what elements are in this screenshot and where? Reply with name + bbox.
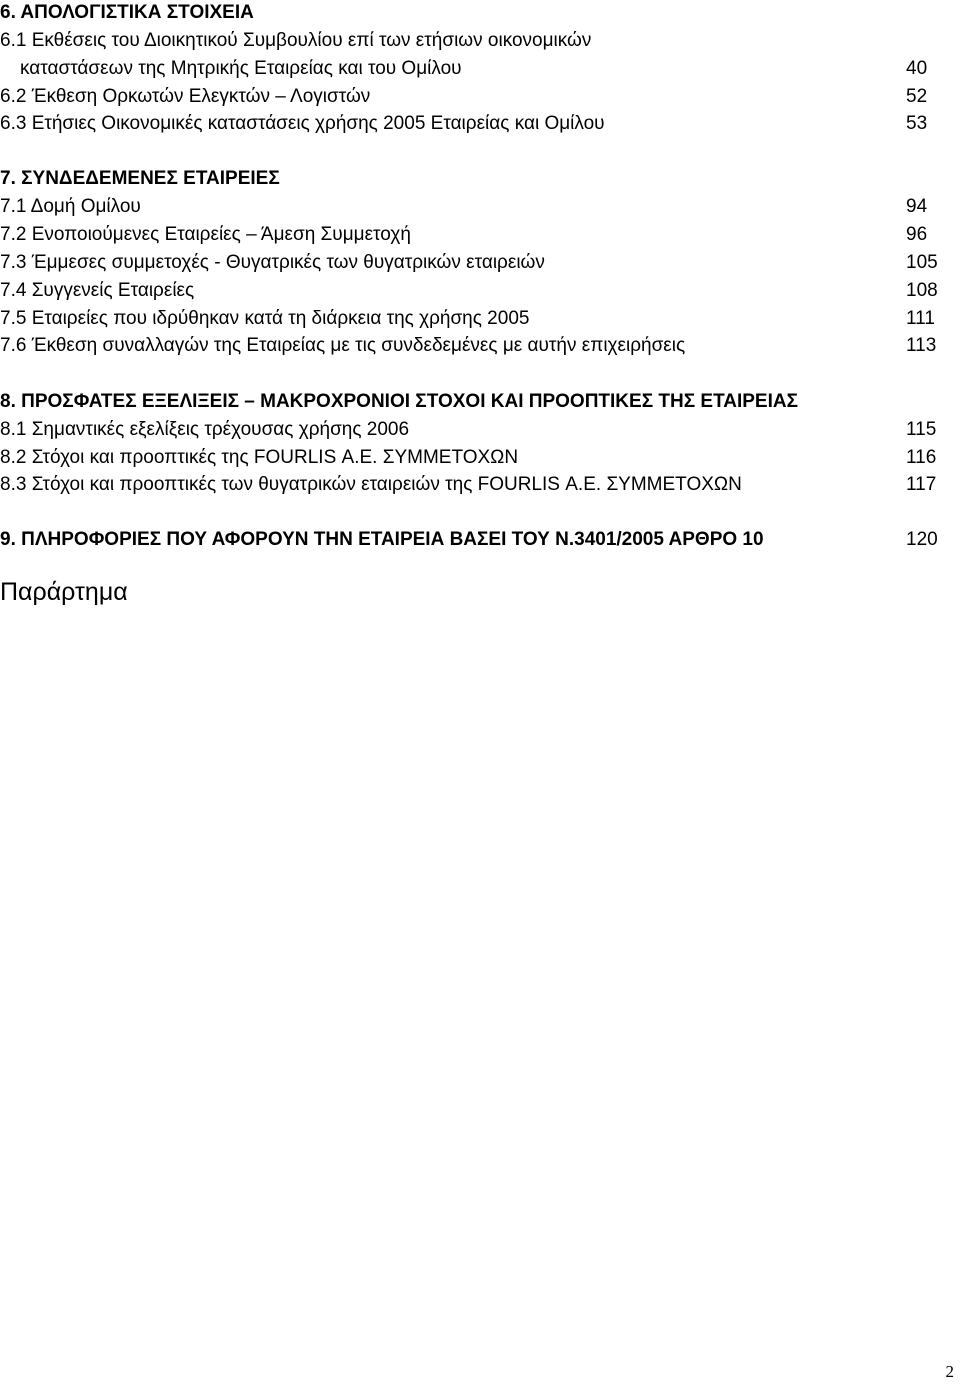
toc-page-6-1: 40 [906, 58, 928, 79]
toc-page-7-3: 105 [906, 252, 938, 273]
toc-entry-6-2: 6.2 Έκθεση Ορκωτών Ελεγκτών – Λογιστών [0, 86, 371, 107]
toc-entry-7-1: 7.1 Δομή Ομίλου [0, 196, 141, 217]
section-7-heading: 7. ΣΥΝΔΕΔΕΜΕΝΕΣ ΕΤΑΙΡΕΙΕΣ [0, 168, 280, 189]
toc-page-6-3: 53 [906, 113, 928, 134]
page-number: 2 [945, 1362, 954, 1381]
toc-entry-7-3: 7.3 Έμμεσες συμμετοχές - Θυγατρικές των θυγατρικών εταιρειών [0, 252, 545, 273]
toc-entry-7-6: 7.6 Έκθεση συναλλαγών της Εταιρείας με τις συνδεδεμένες με αυτήν επιχειρήσεις [0, 335, 686, 356]
toc-entry-6-3: 6.3 Ετήσιες Οικονομικές καταστάσεις χρήσης 2005 Εταιρείας και Ομίλου [0, 113, 605, 134]
toc-entry-7-4: 7.4 Συγγενείς Εταιρείες [0, 280, 195, 301]
toc-page-7-5: 111 [906, 308, 935, 329]
toc-entry-8-1: 8.1 Σημαντικές εξελίξεις τρέχουσας χρήσης 2006 [0, 419, 410, 440]
toc-page-7-2: 96 [906, 224, 928, 245]
section-8-heading: 8. ΠΡΟΣΦΑΤΕΣ ΕΞΕΛΙΞΕΙΣ – ΜΑΚΡΟΧΡΟΝΙΟΙ ΣΤΟΧΟΙ ΚΑΙ ΠΡΟΟΠΤΙΚΕΣ ΤΗΣ ΕΤΑΙΡΕΙΑΣ [0, 391, 799, 412]
toc-entry-6-1: 6.1 Εκθέσεις του Διοικητικού Συμβουλίου επί των ετήσιων οικονομικών [0, 30, 592, 51]
toc-entry-7-5: 7.5 Εταιρείες που ιδρύθηκαν κατά τη διάρκεια της χρήσης 2005 [0, 308, 530, 329]
toc-page-8-3: 117 [906, 474, 937, 495]
toc-page-7-6: 113 [906, 335, 937, 356]
toc-entry-8-2: 8.2 Στόχοι και προοπτικές της FOURLIS Α.Ε. ΣΥΜΜΕΤΟΧΩΝ [0, 447, 519, 468]
toc-page-7-4: 108 [906, 280, 938, 301]
toc-page-7-1: 94 [906, 196, 928, 217]
toc-entry-6-1-continued: καταστάσεων της Μητρικής Εταιρείας και του Ομίλου [20, 58, 462, 79]
toc-page-8-1: 115 [906, 419, 937, 440]
toc-page-9: 120 [906, 529, 938, 550]
toc-page-6-2: 52 [906, 86, 928, 107]
section-6-heading: 6. ΑΠΟΛΟΓΙΣΤΙΚΑ ΣΤΟΙΧΕΙΑ [0, 2, 254, 23]
section-9-heading: 9. ΠΛΗΡΟΦΟΡΙΕΣ ΠΟΥ ΑΦΟΡΟΥΝ ΤΗΝ ΕΤΑΙΡΕΙΑ ΒΑΣΕΙ ΤΟΥ Ν.3401/2005 ΑΡΘΡΟ 10 [0, 529, 764, 550]
toc-page-8-2: 116 [906, 447, 937, 468]
toc-entry-7-2: 7.2 Ενοποιούμενες Εταιρείες – Άμεση Συμμετοχή [0, 224, 411, 245]
appendix-heading: Παράρτημα [0, 578, 128, 606]
toc-entry-8-3: 8.3 Στόχοι και προοπτικές των θυγατρικών εταιρειών της FOURLIS Α.Ε. ΣΥΜΜΕΤΟΧΩΝ [0, 474, 742, 495]
